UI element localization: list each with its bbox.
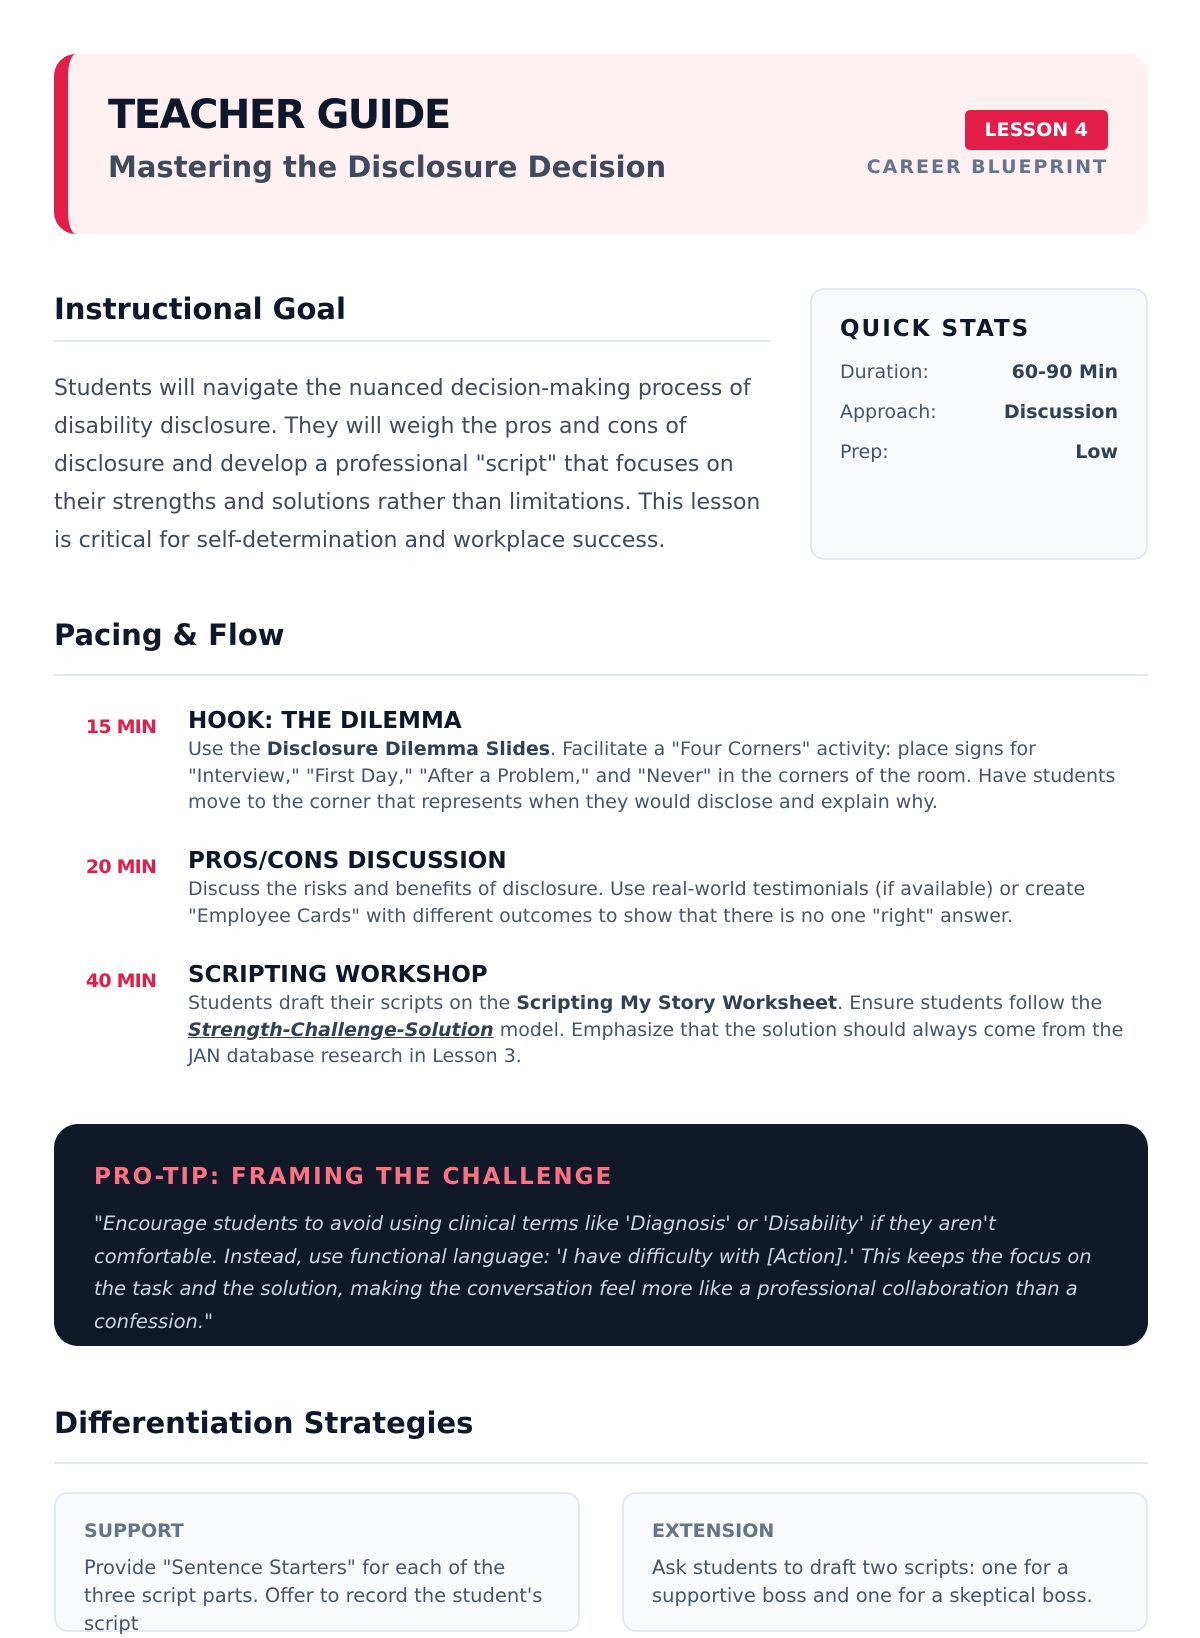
stat-label: Prep: (840, 441, 889, 463)
support-card (54, 1492, 580, 1635)
step-title: PROS/CONS DISCUSSION (188, 848, 507, 874)
lesson-badge: LESSON 4 (965, 110, 1109, 150)
stat-row-duration (840, 352, 1118, 392)
goal-heading: Instructional Goal (54, 292, 346, 326)
step-time: 15 MIN (85, 716, 157, 738)
step-description: Students draft their scripts on the Scripting My Story Worksheet. Ensure students follow the Strength-Challenge-Solution model. Emphasize that the solution should always come from the JAN database research in Lesson 3. (188, 992, 1124, 1067)
pacing-step-hook (54, 706, 1148, 816)
step-time: 40 MIN (85, 970, 157, 992)
pacing-divider (54, 674, 1148, 676)
lesson-subtitle: Mastering the Disclosure Decision (108, 150, 667, 184)
card-text: Ask students to draft two scripts: one for a supportive boss and one for a skeptical boss. (652, 1556, 1093, 1607)
goal-text: Students will navigate the nuanced decision-making process of disability disclosure. They will weigh the pros and cons of disclosure and develop a professional "script" that focuses on their strengths and solutions rather than limitations. This lesson is critical for self-determination and workplace success. (54, 376, 761, 553)
stat-value: Discussion (1003, 401, 1118, 423)
differentiation-divider (54, 1462, 1148, 1464)
resource-name: Disclosure Dilemma Slides (266, 738, 551, 760)
stat-row-prep (840, 432, 1118, 472)
pro-tip-callout (54, 1124, 1148, 1346)
card-title: SUPPORT (84, 1520, 184, 1542)
program-name: CAREER BLUEPRINT (866, 156, 1108, 178)
stat-label: Duration: (840, 361, 929, 383)
pacing-heading: Pacing & Flow (54, 618, 285, 652)
stat-label: Approach: (840, 401, 937, 423)
header-banner (54, 54, 1148, 234)
stat-value: 60-90 Min (1011, 361, 1118, 383)
card-title: EXTENSION (652, 1520, 775, 1542)
model-name: Strength-Challenge-Solution (188, 1018, 494, 1041)
guide-title: TEACHER GUIDE (108, 92, 450, 138)
step-time: 20 MIN (85, 856, 157, 878)
step-description: Discuss the risks and benefits of disclosure. Use real-world testimonials (if available) or create "Employee Cards" with different outcomes to show that there is no one "right" answer. (188, 878, 1086, 927)
step-description: Use the Disclosure Dilemma Slides. Facilitate a "Four Corners" activity: place signs for "Interview," "First Day," "After a Problem," and "Never" in the corners of the room. Have students move to the corner that represents when they would disclose and explain why. (188, 738, 1116, 813)
differentiation-heading: Differentiation Strategies (54, 1406, 474, 1440)
pro-tip-quote: "Encourage students to avoid using clinical terms like 'Diagnosis' or 'Disability' if they aren't comfortable. Instead, use functional language: 'I have difficulty with [Action].' This keeps the focus on the task and the solution, making the conversation feel more like a professional collaboration than a confession." (94, 1212, 1092, 1333)
quick-stats-heading: QUICK STATS (840, 316, 1031, 342)
step-title: HOOK: THE DILEMMA (188, 708, 462, 734)
card-text: Provide "Sentence Starters" for each of the three script parts. Offer to record the student's script (84, 1556, 543, 1635)
resource-name: Scripting My Story Worksheet (516, 992, 838, 1014)
extension-card (622, 1492, 1148, 1632)
pro-tip-title: PRO-TIP: FRAMING THE CHALLENGE (94, 1164, 614, 1190)
stat-value: Low (1075, 441, 1118, 463)
goal-divider (54, 340, 770, 342)
pacing-step-discussion (54, 846, 1148, 929)
pacing-step-workshop (54, 960, 1148, 1070)
step-title: SCRIPTING WORKSHOP (188, 962, 488, 988)
quick-stats-panel (810, 288, 1148, 560)
stat-row-approach (840, 392, 1118, 432)
